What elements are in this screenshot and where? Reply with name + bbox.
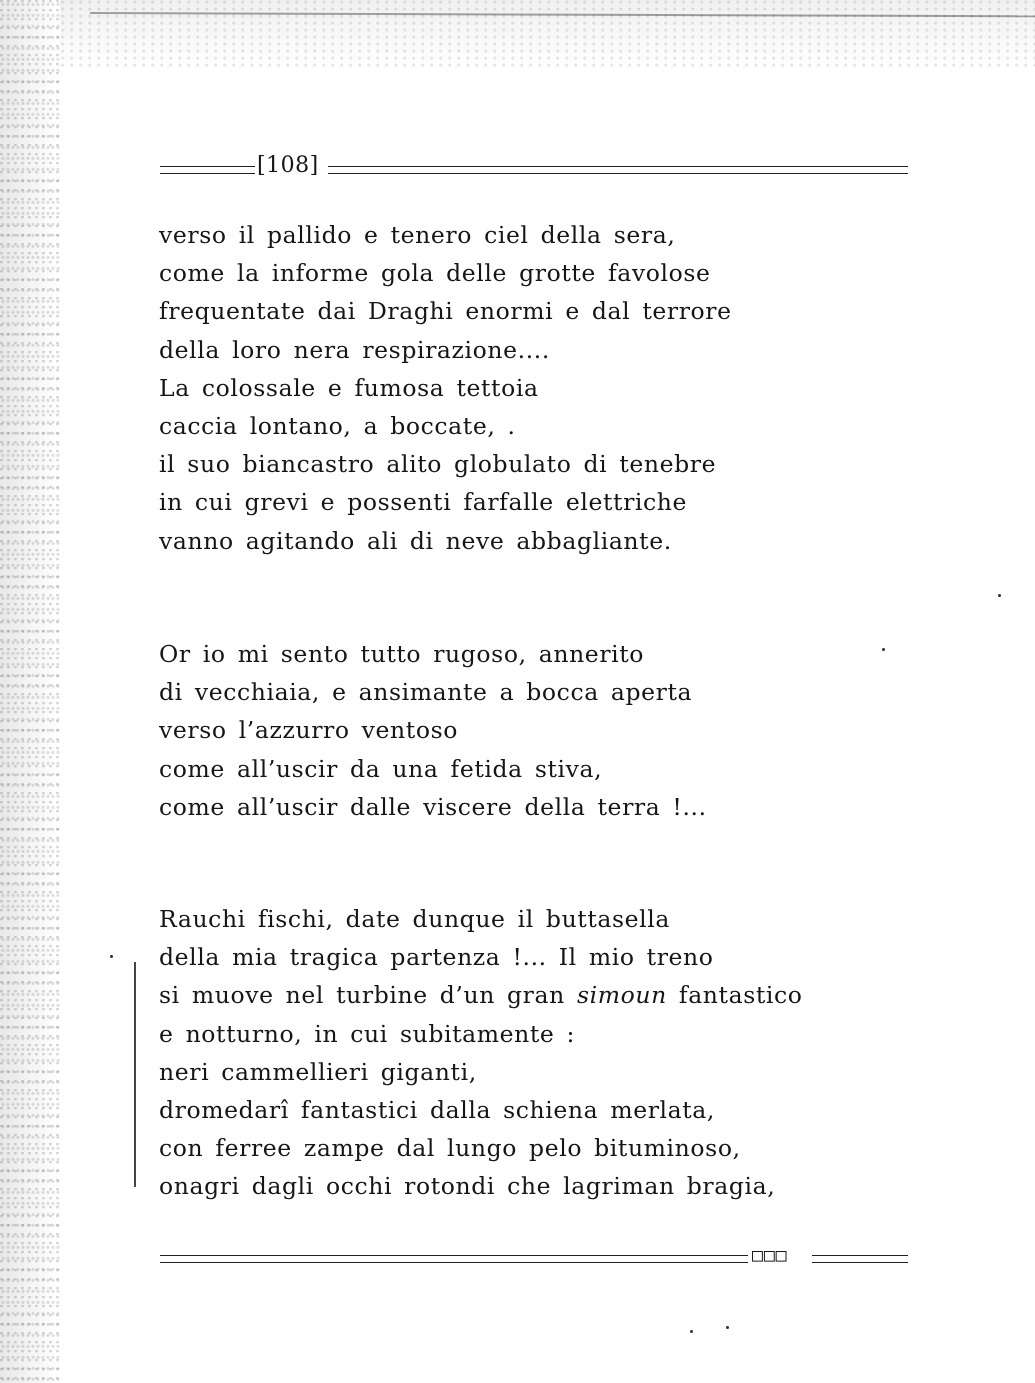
scan-speck — [726, 1326, 729, 1329]
poem-line: La colossale e fumosa tettoia — [159, 373, 539, 402]
line-text-after: fantastico — [666, 981, 803, 1010]
italic-word: simoun — [576, 981, 667, 1010]
scan-speck — [110, 955, 113, 958]
scan-speck — [882, 648, 885, 651]
poem-line: con ferree zampe dal lungo pelo bituminoso, — [159, 1134, 741, 1163]
scan-shadow-top — [60, 0, 1035, 70]
scan-shadow-left — [0, 0, 60, 1383]
poem-line: il suo biancastro alito globulato di tenebre — [159, 450, 717, 479]
poem-line: vanno agitando ali di neve abbagliante. — [159, 526, 672, 555]
line-text-before: si muove nel turbine d’un gran — [159, 981, 577, 1010]
poem-line: neri cammellieri giganti, — [159, 1057, 477, 1086]
scan-speck — [998, 594, 1001, 597]
stanza-1 — [159, 216, 732, 560]
footer-ornament: □□□ — [752, 1245, 788, 1266]
poem-line: onagri dagli occhi rotondi che lagriman bragia, — [159, 1172, 776, 1201]
poem-line: verso l’azzurro ventoso — [159, 716, 458, 745]
footer-rule-left — [160, 1255, 748, 1263]
page-number: [108] — [257, 153, 319, 178]
poem-line: come la informe gola delle grotte favolose — [159, 259, 711, 288]
header-rule-right — [328, 166, 908, 174]
poem-line: di vecchiaia, e ansimante a bocca aperta — [159, 678, 693, 707]
scan-speck — [690, 1330, 693, 1333]
poem-line: come all’uscir da una fetida stiva, — [159, 754, 603, 783]
poem-line: dromedarî fantastici dalla schiena merlata, — [159, 1095, 715, 1124]
poem-line: Or io mi sento tutto rugoso, annerito — [159, 640, 645, 668]
poem-line: della loro nera respirazione.... — [159, 335, 550, 364]
poem-line: della mia tragica partenza !... Il mio treno — [159, 943, 714, 972]
margin-mark — [134, 962, 136, 1187]
poem-line: in cui grevi e possenti farfalle elettriche — [159, 488, 688, 517]
poem-line-with-italic — [159, 976, 803, 1014]
header-rule-left — [160, 166, 255, 174]
poem-line: caccia lontano, a boccate, . — [159, 411, 516, 440]
poem-line: come all’uscir dalle viscere della terra !... — [159, 792, 707, 821]
poem-line: Rauchi fischi, date dunque il buttasella — [159, 905, 671, 933]
stanza-2 — [159, 635, 707, 826]
poem-line: verso il pallido e tenero ciel della sera, — [159, 221, 676, 249]
header-rule — [160, 155, 908, 185]
footer-rule-right — [812, 1255, 908, 1263]
stanza-3 — [159, 900, 803, 1206]
poem-line: frequentate dai Draghi enormi e dal terrore — [159, 297, 732, 326]
footer-rule — [160, 1244, 908, 1268]
poem-line: e notturno, in cui subitamente : — [159, 1019, 576, 1048]
